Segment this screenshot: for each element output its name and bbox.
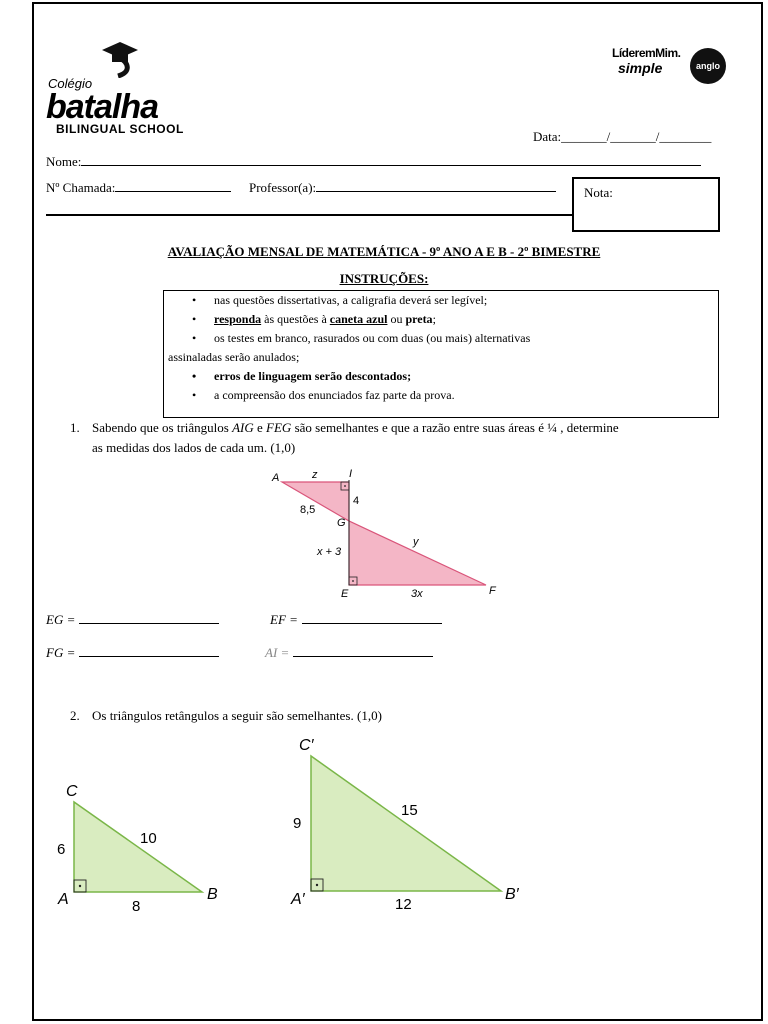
instruction-item: • erros de linguagem serão descontados;	[164, 367, 718, 386]
chamada-label: Nº Chamada:	[46, 180, 116, 195]
vertex-label-a: A	[58, 891, 69, 908]
nota-box[interactable]	[572, 177, 720, 232]
vertex-label-i: I	[349, 468, 353, 480]
instruction-item: • a compreensão dos enunciados faz parte da prova.	[164, 386, 718, 405]
professor-field[interactable]	[249, 179, 556, 196]
vertex-label-b: B	[207, 886, 218, 903]
logo-colegio: Colégio	[48, 76, 93, 91]
lider-em-mim-logo: LíderemMim.	[612, 46, 681, 60]
instruction-item: • nas questões dissertativas, a caligrafia deverá ser legível;	[164, 291, 718, 310]
instruction-item: • os testes em branco, rasurados ou com duas (ou mais) alternativas	[164, 329, 718, 348]
triangle-feg	[349, 521, 486, 585]
instructions-box	[163, 290, 719, 418]
chamada-field[interactable]	[46, 179, 231, 196]
vertex-label-c: C	[66, 783, 78, 800]
vertex-label-c-prime: C′	[299, 737, 314, 754]
figure-triangles-aig-feg	[260, 462, 510, 604]
graduation-cap-icon	[98, 38, 142, 78]
instruction-item-continued: assinaladas serão anulados;	[168, 350, 300, 364]
simple-logo: simple	[618, 60, 663, 76]
side-label-z: z	[312, 469, 318, 481]
side-label-cb-prime: 15	[401, 802, 418, 819]
side-label-4: 4	[353, 495, 360, 507]
triangle-aig	[282, 482, 349, 521]
side-label-ca-prime: 9	[293, 815, 302, 832]
side-label-3x: 3x	[411, 588, 423, 600]
question-number: 2.	[70, 708, 80, 723]
side-label-cb: 10	[140, 830, 157, 847]
logo-batalha: batalha	[46, 88, 159, 126]
triangle-abc	[74, 802, 202, 892]
date-field[interactable]: Data:_______/_______/________	[533, 129, 712, 144]
side-label-x-plus-3: x + 3	[317, 546, 342, 558]
name-label: Nome:	[46, 154, 82, 169]
vertex-label-a: A	[272, 472, 280, 484]
vertex-label-b-prime: B′	[505, 886, 519, 903]
side-label-y: y	[413, 536, 419, 548]
side-label-ca: 6	[57, 841, 66, 858]
header-divider	[46, 214, 572, 216]
question-2	[70, 706, 720, 726]
question-1-text: Sabendo que os triângulos AIG e FEG são semelhantes e que a razão entre suas áreas é ¼ , determine as medidas dos lados de cada um. (1,0)	[92, 420, 619, 455]
nota-label: Nota:	[584, 185, 613, 200]
figure-right-triangles	[40, 730, 540, 920]
logo-bilingual: BILINGUAL SCHOOL	[56, 122, 184, 136]
vertex-label-f: F	[489, 585, 496, 597]
side-label-ag: 8,5	[300, 504, 316, 516]
instructions-heading: INSTRUÇÕES:	[339, 271, 429, 286]
school-logo	[46, 38, 186, 138]
vertex-label-a-prime: A′	[291, 891, 305, 908]
side-label-ab: 8	[132, 898, 141, 915]
vertex-label-g: G	[337, 517, 346, 529]
answer-fg[interactable]: FG =	[46, 645, 219, 661]
vertex-label-e: E	[341, 588, 349, 600]
question-number: 1.	[70, 420, 80, 435]
exam-title: AVALIAÇÃO MENSAL DE MATEMÁTICA - 9º ANO A E B - 2º BIMESTRE	[167, 244, 601, 259]
name-field[interactable]	[46, 153, 701, 170]
answer-ai[interactable]: AI =	[265, 645, 433, 661]
answer-eg[interactable]: EG =	[46, 612, 219, 628]
professor-label: Professor(a):	[249, 180, 317, 195]
anglo-logo: anglo	[690, 48, 726, 84]
partner-logos	[612, 46, 732, 92]
side-label-ab-prime: 12	[395, 896, 412, 913]
answer-ef[interactable]: EF =	[270, 612, 442, 628]
question-1	[70, 418, 720, 455]
triangle-abc-prime	[311, 756, 501, 891]
question-2-text: Os triângulos retângulos a seguir são semelhantes. (1,0)	[92, 708, 382, 723]
instruction-item: • responda às questões à caneta azul ou preta;	[164, 310, 718, 329]
